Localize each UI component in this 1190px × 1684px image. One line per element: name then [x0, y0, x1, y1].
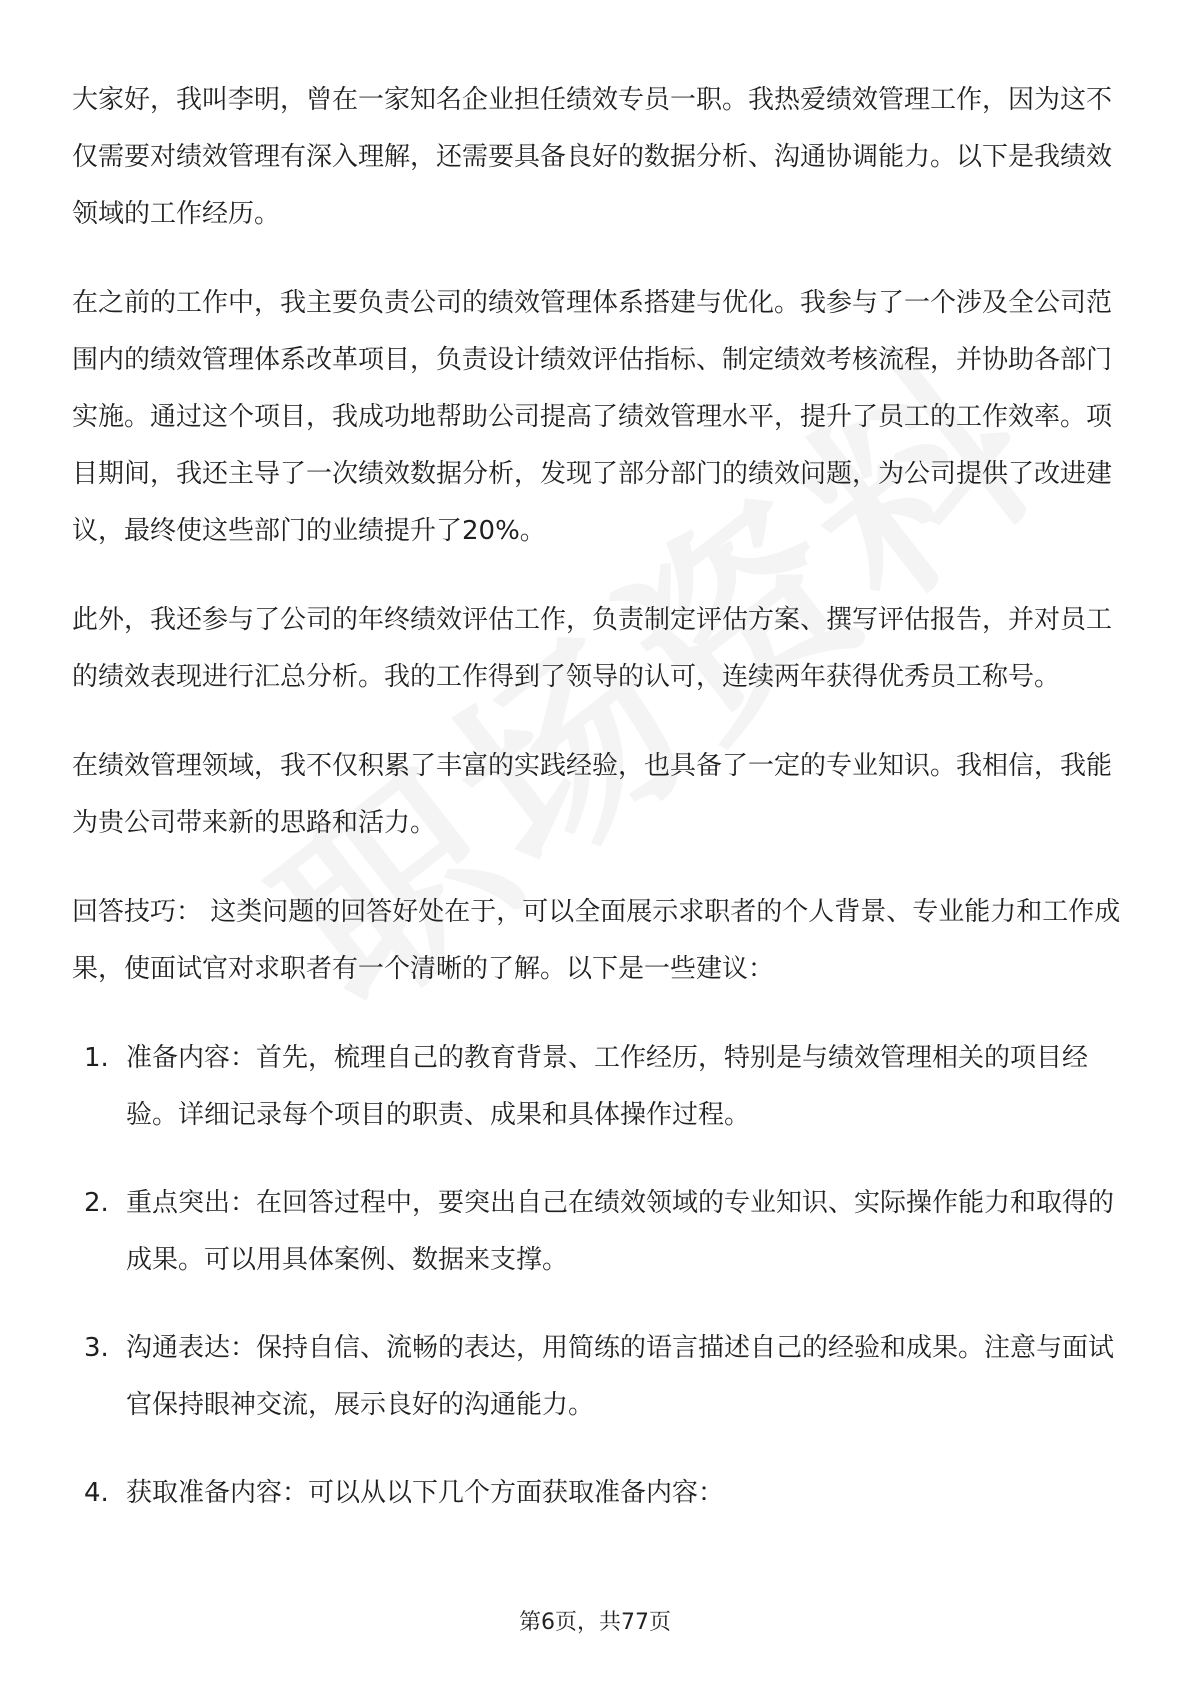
list-number: 2.: [84, 1188, 109, 1218]
paragraph-summary: 在绩效管理领域，我不仅积累了丰富的实践经验，也具备了一定的专业知识。我相信，我能为贵公司带来新的思路和活力。: [72, 751, 1113, 838]
list-text: 重点突出：在回答过程中，要突出自己在绩效领域的专业知识、实际操作能力和取得的成果。可以用具体案例、数据来支撑。: [126, 1188, 1115, 1275]
list-number: 3.: [84, 1333, 109, 1363]
list-number: 4.: [84, 1478, 109, 1508]
tips-list: [72, 1030, 1132, 1522]
list-item: [72, 1465, 1132, 1522]
paragraph-tips: 回答技巧： 这类问题的回答好处在于，可以全面展示求职者的个人背景、专业能力和工作成果，使面试官对求职者有一个清晰的了解。以下是一些建议：: [72, 897, 1121, 984]
paragraph-intro: 大家好，我叫李明，曾在一家知名企业担任绩效专员一职。我热爱绩效管理工作，因为这不仅需要对绩效管理有深入理解，还需要具备良好的数据分析、沟通协调能力。以下是我绩效领域的工作经历。: [72, 85, 1113, 229]
list-text: 获取准备内容：可以从以下几个方面获取准备内容：: [126, 1478, 725, 1508]
document-page: [72, 72, 1132, 1553]
list-item: [72, 1320, 1132, 1434]
list-number: 1.: [84, 1043, 109, 1073]
list-text: 准备内容：首先，梳理自己的教育背景、工作经历，特别是与绩效管理相关的项目经验。详细记录每个项目的职责、成果和具体操作过程。: [126, 1043, 1089, 1130]
paragraph-annual-review: 此外，我还参与了公司的年终绩效评估工作，负责制定评估方案、撰写评估报告，并对员工的绩效表现进行汇总分析。我的工作得到了领导的认可，连续两年获得优秀员工称号。: [72, 605, 1113, 692]
paragraph-experience: 在之前的工作中，我主要负责公司的绩效管理体系搭建与优化。我参与了一个涉及全公司范围内的绩效管理体系改革项目，负责设计绩效评估指标、制定绩效考核流程，并协助各部门实施。通过这个项目，我成功地帮助公司提高了绩效管理水平，提升了员工的工作效率。项目期间，我还主导了一次绩效数据分析，发现了部分部门的绩效问题，为公司提供了改进建议，最终使这些部门的业绩提升了20%。: [72, 288, 1113, 546]
list-item: [72, 1175, 1132, 1289]
page-footer: 第6页，共77页: [519, 1610, 671, 1635]
list-text: 沟通表达：保持自信、流畅的表达，用简练的语言描述自己的经验和成果。注意与面试官保持眼神交流，展示良好的沟通能力。: [126, 1333, 1115, 1420]
list-item: [72, 1030, 1132, 1144]
